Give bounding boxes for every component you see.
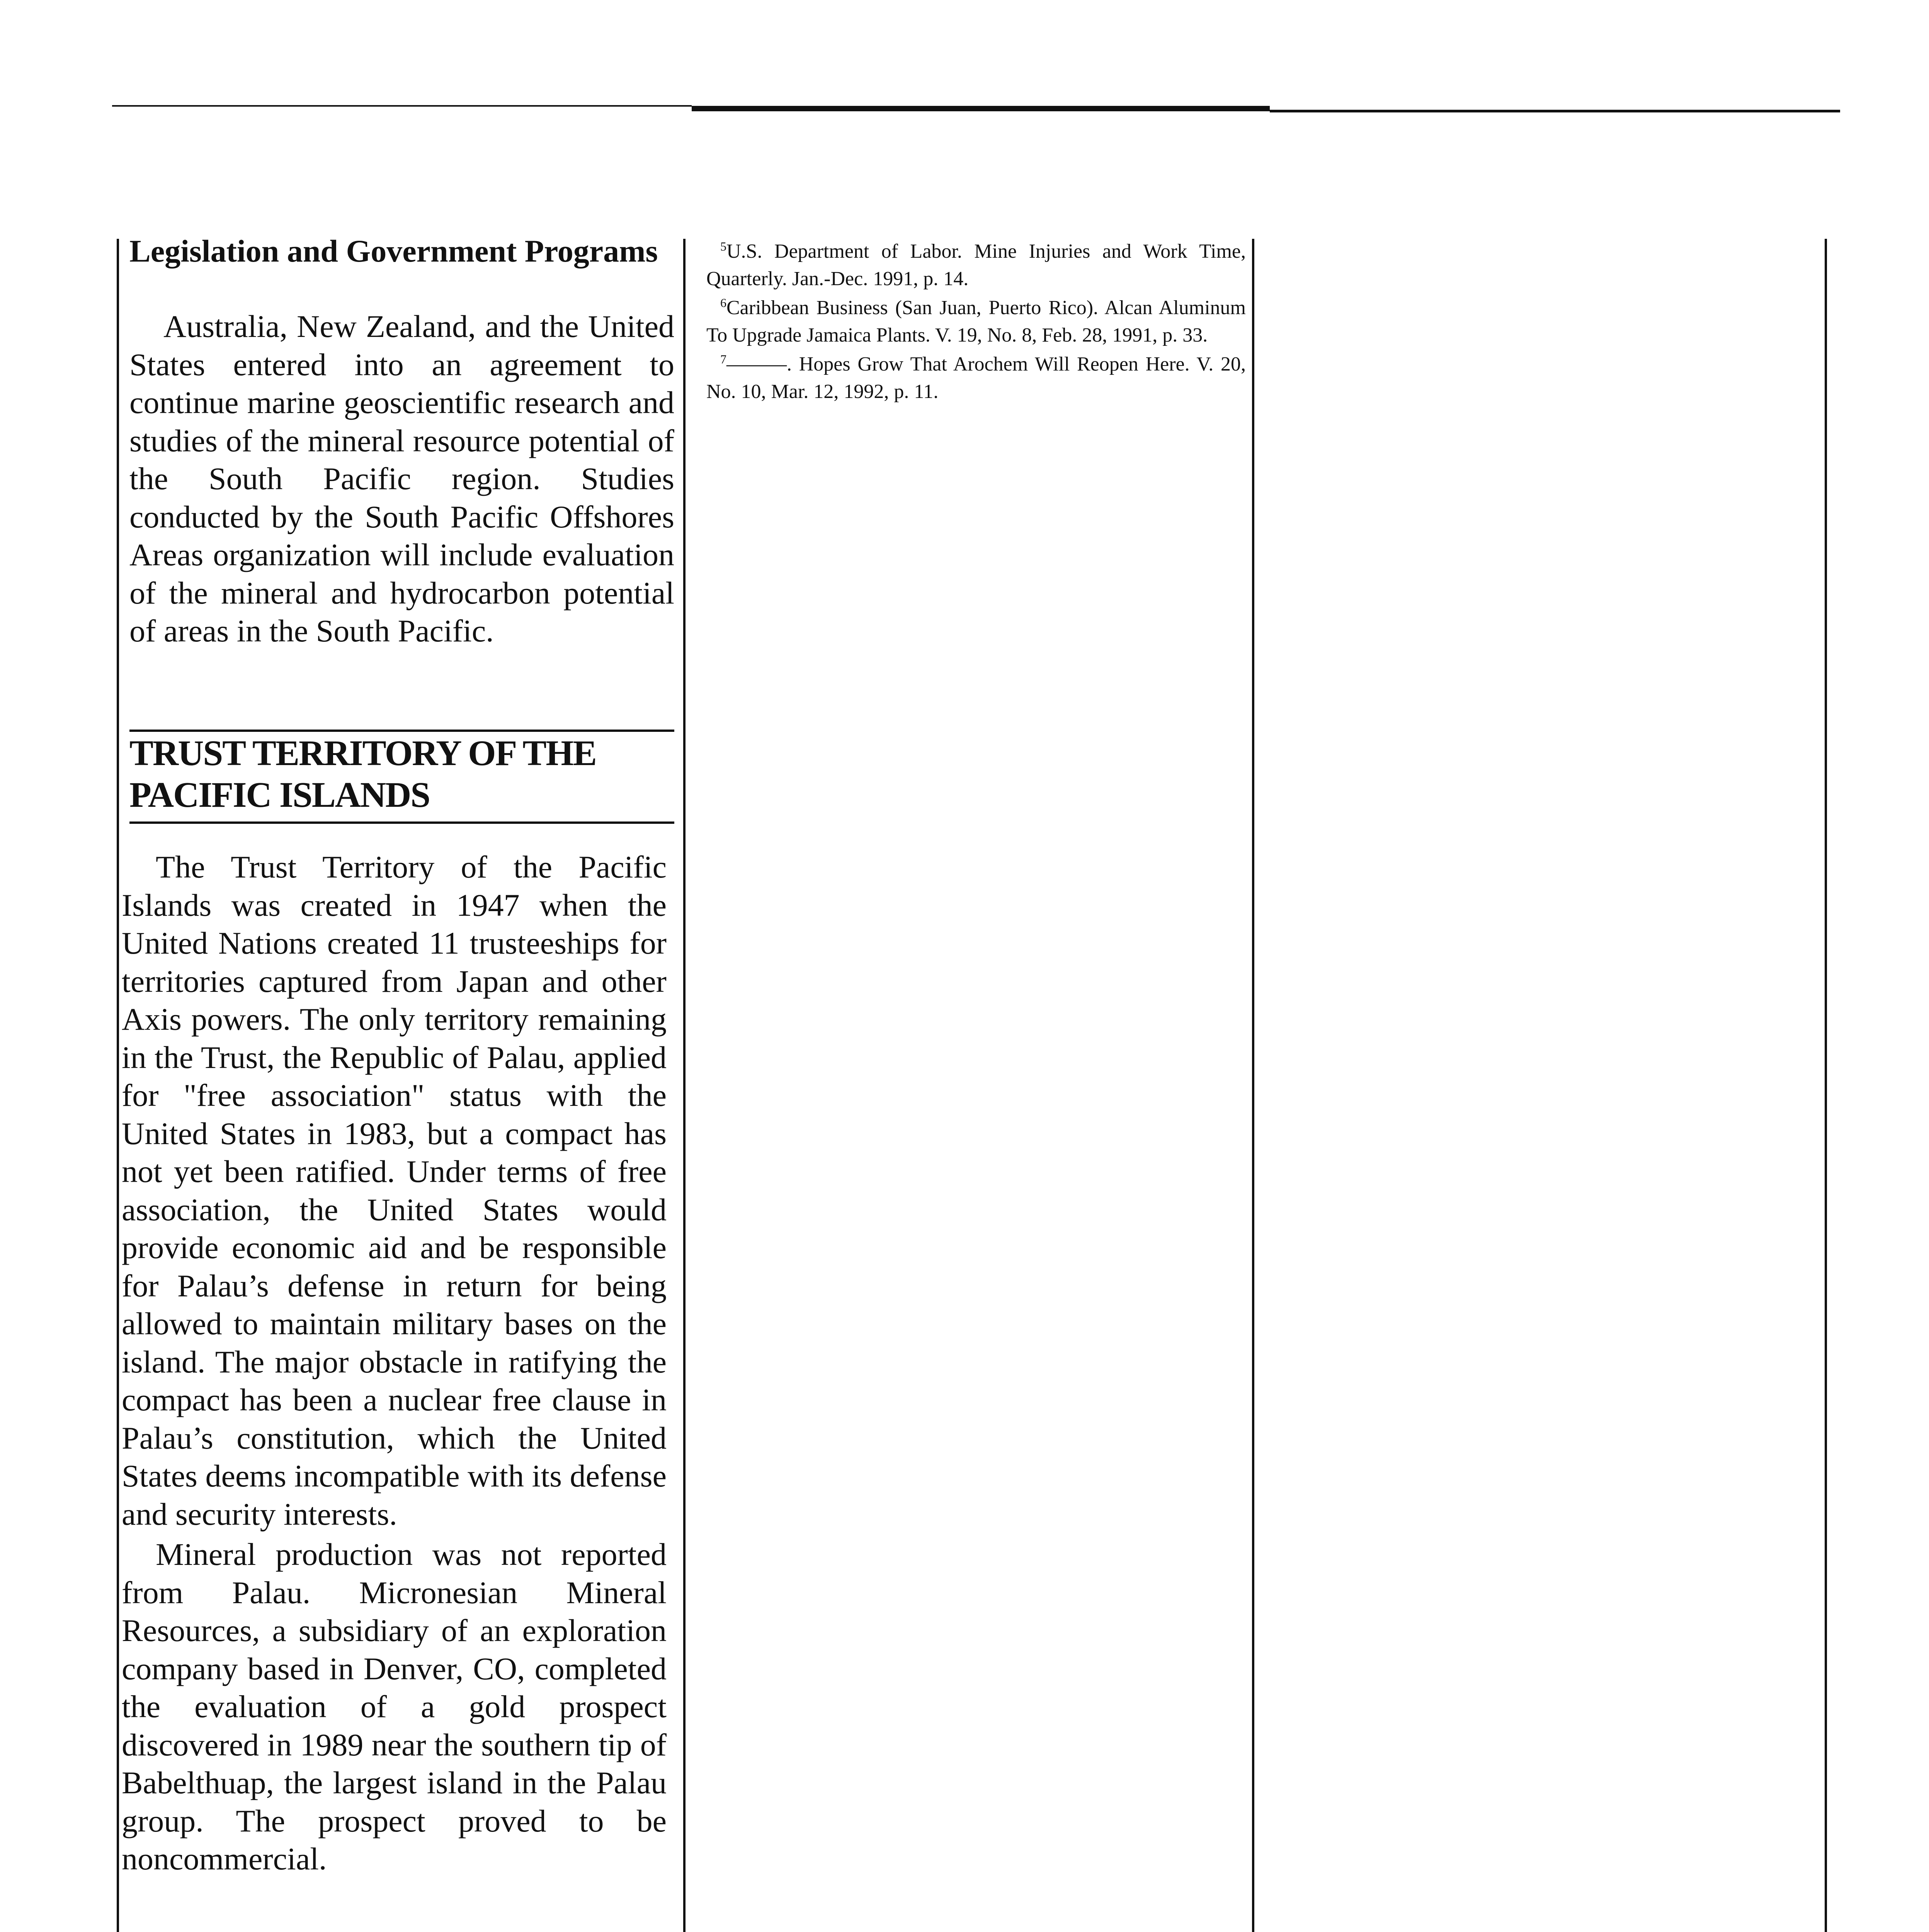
footnotes-right	[706, 238, 1246, 407]
top-rule-left	[112, 105, 692, 107]
column-divider-1	[683, 239, 686, 1932]
section-heading: Legislation and Government Programs	[129, 233, 658, 269]
top-rule-right	[1270, 110, 1840, 112]
footnote: $^6$Caribbean Business (San Juan, Puerto Rico). Alcan Aluminum To Upgrade Jamaica Plants. V. 19, No. 8, Feb. 28, 1991, p. 33.	[706, 296, 1246, 346]
legislation-section	[129, 232, 674, 650]
trust-territory-title: TRUST TERRITORY OF THE PACIFIC ISLANDS	[129, 733, 596, 815]
footnote: $^7$———. Hopes Grow That Arochem Will Reopen Here. V. 20, No. 10, Mar. 12, 1992, p. 11.	[706, 352, 1246, 403]
trust-territory-heading-block	[129, 730, 674, 824]
column-divider-left	[117, 239, 119, 1932]
trust-paragraph-2: Mineral production was not reported from Palau. Micronesian Mineral Resources, a subsidiary of an exploration company based in Denver, CO, completed the evaluation of a gold prospect discovered in 1989 near the southern tip of Babelthuap, the largest island in the Palau group. The prospect proved to be noncommercial.	[122, 1537, 667, 1876]
trust-paragraph-1: The Trust Territory of the Pacific Islands was created in 1947 when the United Nations created 11 trusteeships for territories captured from Japan and other Axis powers. The only territory remaining in the Trust, the Republic of Palau, applied for "free association" status with the United States in 1983, but a compact has not yet been ratified. Under terms of free association, the United States would provide economic aid and be responsible for Palau’s defense in return for being allowed to maintain military bases on the island. The major obstacle in ratifying the compact has been a nuclear free clause in Palau’s constitution, which the United States deems incompatible with its defense and security interests.	[122, 849, 667, 1532]
column-divider-right	[1825, 239, 1827, 1932]
footnote: $^5$U.S. Department of Labor. Mine Injuries and Work Time, Quarterly. Jan.-Dec. 1991, p. 14.	[706, 239, 1246, 290]
top-rule-middle	[692, 106, 1270, 111]
trust-territory-body	[122, 848, 667, 1878]
column-divider-2	[1252, 239, 1254, 1932]
legislation-paragraph: Australia, New Zealand, and the United States entered into an agreement to continue marine geoscientific research and studies of the mineral resource potential of the South Pacific region. Studies conducted by the South Pacific Offshores Areas organization will include evaluation of the mineral and hydrocarbon potential of areas in the South Pacific.	[129, 309, 674, 648]
